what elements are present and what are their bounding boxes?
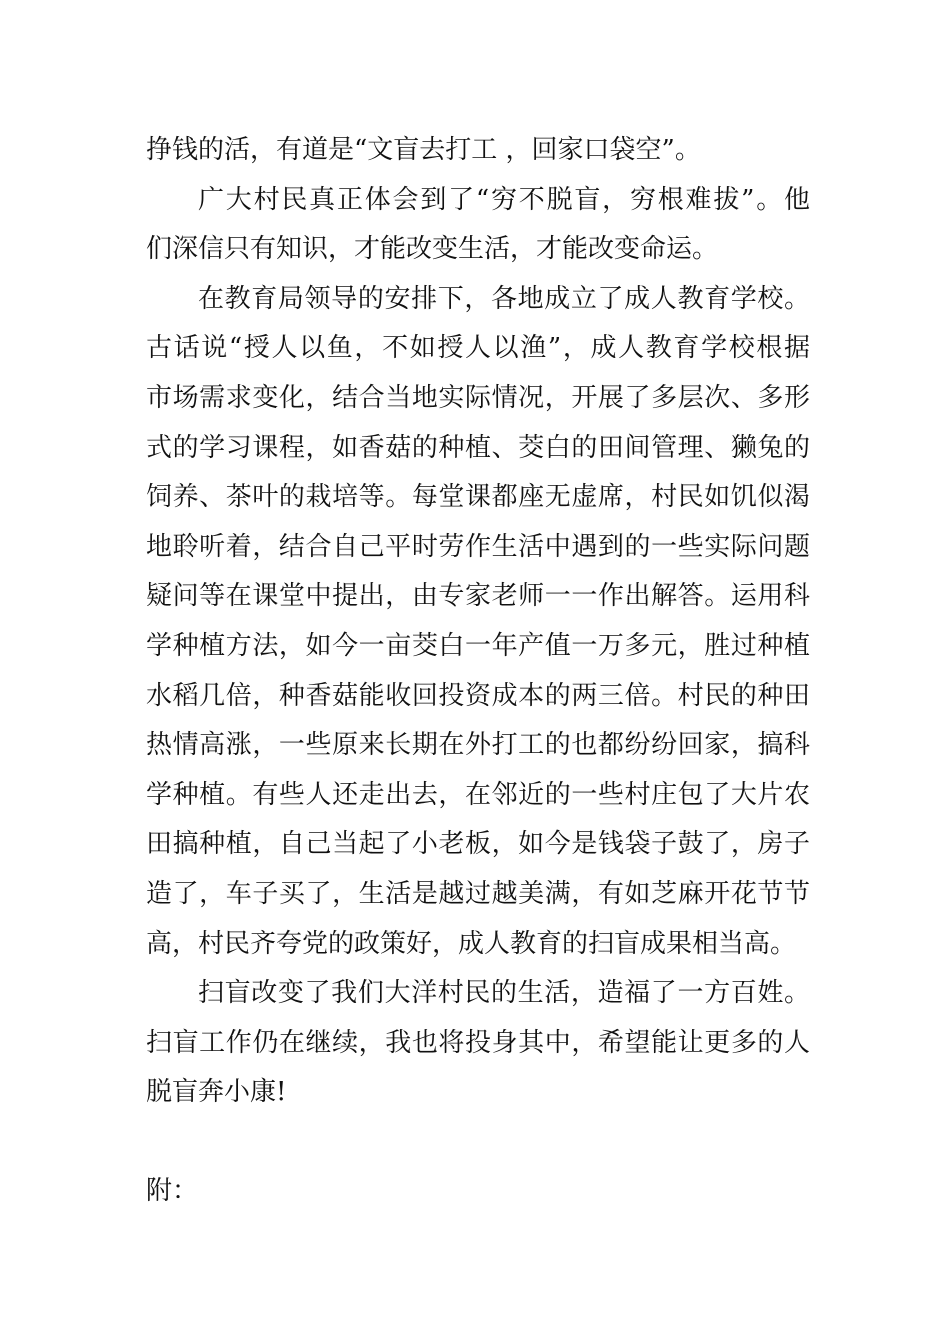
appendix-label: 附： xyxy=(146,1176,199,1207)
text-line: 古话说“授人以鱼，不如授人以渔”，成人教育学校根据 xyxy=(146,333,810,364)
text-line: 高，村民齐夸党的政策好，成人教育的扫盲成果相当高。 xyxy=(146,928,797,959)
text-line: 饲养、茶叶的栽培等。每堂课都座无虚席，村民如饥似渴 xyxy=(146,482,810,513)
text-line: 们深信只有知识，才能改变生活，才能改变命运。 xyxy=(146,234,719,265)
paragraph-start-line: 广大村民真正体会到了“穷不脱盲，穷根难拔”。他 xyxy=(198,184,810,215)
text-line: 学种植方法，如今一亩茭白一年产值一万多元，胜过种植 xyxy=(146,630,810,661)
document-body xyxy=(146,126,810,1217)
text-line: 学种植。有些人还走出去，在邻近的一些村庄包了大片农 xyxy=(146,779,810,810)
text-line: 造了，车子买了，生活是越过越美满，有如芝麻开花节节 xyxy=(146,878,810,909)
text-line: 挣钱的活，有道是“文盲去打工 ，回家口袋空”。 xyxy=(146,135,701,165)
text-line: 市场需求变化，结合当地实际情况，开展了多层次、多形 xyxy=(146,382,810,413)
text-line: 热情高涨，一些原来长期在外打工的也都纷纷回家，搞科 xyxy=(146,730,810,761)
paragraph-start-line: 在教育局领导的安排下，各地成立了成人教育学校。 xyxy=(198,283,810,314)
paragraph-start-line: 扫盲改变了我们大洋村民的生活，造福了一方百姓。 xyxy=(198,978,810,1009)
text-line: 水稻几倍，种香菇能收回投资成本的两三倍。村民的种田 xyxy=(146,680,810,711)
text-line: 地聆听着，结合自己平时劳作生活中遇到的一些实际问题 xyxy=(146,531,810,562)
text-line: 疑问等在课堂中提出，由专家老师一一作出解答。运用科 xyxy=(146,581,810,612)
text-line: 式的学习课程，如香菇的种植、茭白的田间管理、獭兔的 xyxy=(146,432,810,463)
blank-line xyxy=(146,1118,810,1168)
text-line: 扫盲工作仍在继续，我也将投身其中，希望能让更多的人 xyxy=(146,1027,810,1058)
text-line: 田搞种植，自己当起了小老板，如今是钱袋子鼓了，房子 xyxy=(146,829,810,860)
text-line: 脱盲奔小康! xyxy=(146,1077,287,1108)
